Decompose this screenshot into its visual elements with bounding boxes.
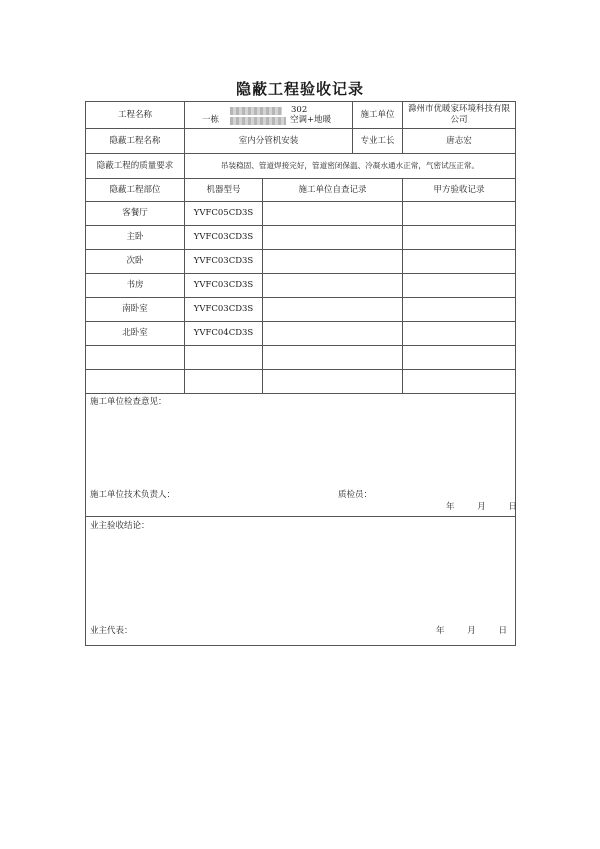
row-self-check xyxy=(263,202,403,226)
row-location xyxy=(86,346,185,370)
row-location: 主卧 xyxy=(86,226,185,250)
row-model: YVFC05CD3S xyxy=(185,202,263,226)
owner-conclusion-label: 业主验收结论： xyxy=(90,521,150,531)
row-owner-check xyxy=(403,322,516,346)
row-location: 次卧 xyxy=(86,250,185,274)
acceptance-form-table xyxy=(85,101,516,646)
quality-requirement-value: 吊装稳固、管道焊接完好，管道密闭保温、冷凝水通水正常，气密试压正常。 xyxy=(185,154,516,179)
location-header: 隐蔽工程部位 xyxy=(86,179,185,202)
row-model: YVFC03CD3S xyxy=(185,274,263,298)
row-owner-check xyxy=(403,274,516,298)
hidden-work-name-label: 隐蔽工程名称 xyxy=(86,129,185,154)
inspector-label: 质检员： xyxy=(338,490,373,500)
document-title: 隐蔽工程验收记录 xyxy=(235,80,364,98)
row-self-check xyxy=(263,298,403,322)
year-text: 年 xyxy=(436,626,445,636)
contractor-date xyxy=(446,502,517,513)
contractor-opinion-block xyxy=(86,394,516,517)
owner-conclusion-row xyxy=(86,517,516,646)
table-row xyxy=(86,370,516,394)
row-location: 北卧室 xyxy=(86,322,185,346)
model-header: 机器型号 xyxy=(185,179,263,202)
project-name-prefix: 一栋 xyxy=(202,115,220,125)
foreman-label: 专业工长 xyxy=(353,129,403,154)
project-name-suffix: 空调+地暖 xyxy=(290,115,332,125)
tech-lead-label: 施工单位技术负责人： xyxy=(90,490,176,500)
table-row xyxy=(86,202,516,226)
quality-requirement-row xyxy=(86,154,516,179)
contractor-value: 滁州市优暖家环境科技有限公司 xyxy=(403,102,516,129)
table-row xyxy=(86,298,516,322)
row-location xyxy=(86,370,185,394)
owner-representative-label: 业主代表： xyxy=(90,626,133,636)
contractor-opinion-label: 施工单位检查意见： xyxy=(90,397,167,407)
row-self-check xyxy=(263,370,403,394)
project-name-number: 302 xyxy=(291,105,308,115)
day-text: 日 xyxy=(498,626,507,636)
row-self-check xyxy=(263,226,403,250)
hidden-work-name-row xyxy=(86,129,516,154)
row-owner-check xyxy=(403,370,516,394)
month-text: 月 xyxy=(477,502,486,512)
project-name-label: 工程名称 xyxy=(86,102,185,129)
row-model: YVFC03CD3S xyxy=(185,298,263,322)
row-owner-check xyxy=(403,346,516,370)
owner-check-header: 甲方验收记录 xyxy=(403,179,516,202)
row-self-check xyxy=(263,346,403,370)
row-location: 南卧室 xyxy=(86,298,185,322)
row-model: YVFC03CD3S xyxy=(185,226,263,250)
project-name-row xyxy=(86,102,516,129)
row-self-check xyxy=(263,274,403,298)
row-owner-check xyxy=(403,250,516,274)
redacted-block xyxy=(230,117,286,125)
table-row xyxy=(86,274,516,298)
quality-requirement-label: 隐蔽工程的质量要求 xyxy=(86,154,185,179)
row-model: YVFC04CD3S xyxy=(185,322,263,346)
table-row xyxy=(86,250,516,274)
row-self-check xyxy=(263,250,403,274)
redacted-block xyxy=(230,107,282,115)
owner-conclusion-block xyxy=(86,517,516,646)
table-row xyxy=(86,226,516,250)
self-check-header: 施工单位自查记录 xyxy=(263,179,403,202)
project-name-value xyxy=(185,102,353,129)
row-location: 客餐厅 xyxy=(86,202,185,226)
row-location: 书房 xyxy=(86,274,185,298)
contractor-label: 施工单位 xyxy=(353,102,403,129)
row-model xyxy=(185,370,263,394)
contractor-opinion-row xyxy=(86,394,516,517)
row-model: YVFC03CD3S xyxy=(185,250,263,274)
table-header-row xyxy=(86,179,516,202)
row-owner-check xyxy=(403,298,516,322)
foreman-value: 唐志宏 xyxy=(403,129,516,154)
table-row xyxy=(86,322,516,346)
hidden-work-name-value: 室内分管机安装 xyxy=(185,129,353,154)
row-model xyxy=(185,346,263,370)
day-text: 日 xyxy=(508,502,517,512)
row-self-check xyxy=(263,322,403,346)
row-owner-check xyxy=(403,202,516,226)
table-row xyxy=(86,346,516,370)
row-owner-check xyxy=(403,226,516,250)
month-text: 月 xyxy=(467,626,476,636)
owner-date xyxy=(436,626,507,637)
year-text: 年 xyxy=(446,502,455,512)
